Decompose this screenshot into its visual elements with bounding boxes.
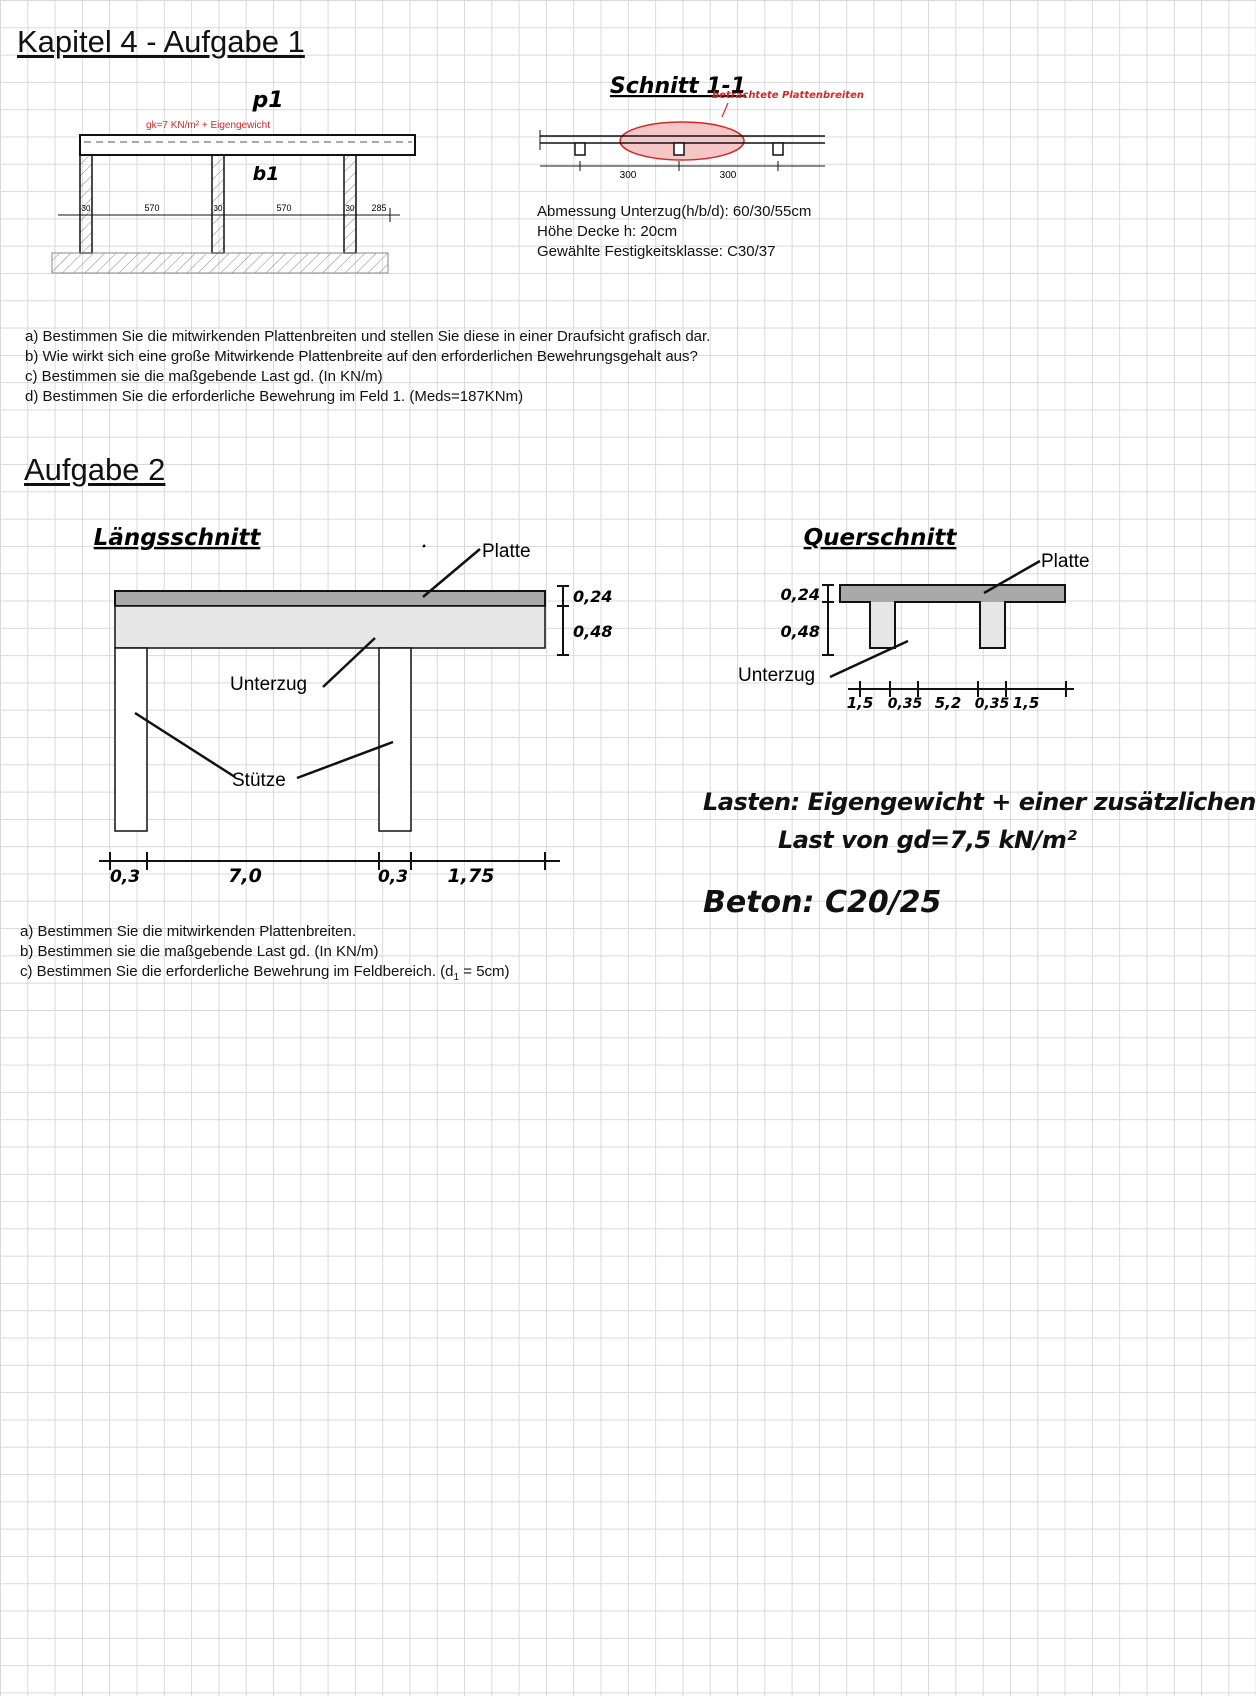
dim-text: 570 (144, 203, 160, 213)
label-platte: Platte (482, 541, 531, 562)
loads-note-line2: Last von gd=7,5 kN/m² (778, 826, 1077, 854)
task2-questions (20, 922, 510, 988)
task2-longitudinal-drawing (93, 515, 613, 900)
question-line: b) Wie wirkt sich eine große Mitwirkende Plattenbreite auf den erforderlichen Bewehrungsgehalt aus? (25, 348, 698, 365)
question-line: d) Bestimmen Sie die erforderliche Bewehrung im Feld 1. (Meds=187KNm) (25, 388, 524, 405)
dim-text: 5,2 (934, 694, 962, 712)
question-line (20, 962, 510, 988)
long-slab (115, 591, 545, 606)
dim-text: 570 (276, 203, 292, 213)
ground (52, 253, 388, 273)
label-stuetze: Stütze (232, 770, 286, 791)
spec-line: Gewählte Festigkeitsklasse: C30/37 (537, 243, 776, 260)
question-text: = 5cm) (459, 963, 510, 980)
task2-title: Aufgabe 2 (24, 452, 166, 487)
dim-text: 30 (81, 204, 91, 213)
question-line: a) Bestimmen Sie die mitwirkenden Plattenbreiten. (20, 923, 356, 940)
question-line: c) Bestimmen sie die maßgebende Last gd. (In KN/m) (25, 368, 383, 385)
dim-text: 300 (619, 170, 637, 181)
long-title: Längsschnitt (93, 525, 261, 551)
long-beam (115, 606, 545, 648)
dim-text: 0,35 (974, 696, 1010, 712)
long-h2: 0,48 (573, 622, 613, 641)
dim-text: 0,3 (109, 867, 141, 887)
dim-text: 7,0 (228, 865, 262, 887)
label-p1: p1 (252, 88, 284, 113)
task2-cross-drawing (730, 515, 1100, 725)
highlight-note: betrachtete Plattenbreiten (711, 90, 865, 101)
spec-line: Höhe Decke h: 20cm (537, 223, 678, 240)
task1-questions (25, 327, 710, 407)
loads-note-line1: Lasten: Eigengewicht + einer zusätzlichen (703, 788, 1256, 816)
cross-h2: 0,48 (780, 622, 820, 641)
cross-title: Querschnitt (803, 525, 957, 551)
question-line: b) Bestimmen sie die maßgebende Last gd. (In KN/m) (20, 943, 379, 960)
cross-label-unterzug: Unterzug (738, 665, 816, 686)
long-column-left (115, 648, 147, 831)
cross-label-platte: Platte (1041, 551, 1090, 572)
dim-text: 1,5 (1012, 694, 1040, 712)
label-b1: b1 (252, 163, 280, 185)
question-line: a) Bestimmen Sie die mitwirkenden Plattenbreiten und stellen Sie diese in einer Draufsicht grafisch dar. (25, 328, 711, 345)
spec-line: Abmessung Unterzug(h/b/d): 60/30/55cm (537, 203, 812, 220)
dim-text: 1,5 (846, 694, 874, 712)
task1-section-drawing (530, 68, 865, 183)
concrete-note: Beton: C20/25 (703, 885, 942, 920)
dim-text: 30 (213, 204, 223, 213)
question-text: c) Bestimmen Sie die erforderliche Bewehrung im Feldbereich. (d (20, 963, 454, 980)
dim-text: 0,3 (377, 867, 409, 887)
task1-specs (537, 202, 811, 262)
label-unterzug: Unterzug (230, 674, 308, 695)
dim-text: 1,75 (447, 865, 495, 887)
task1-elevation-drawing (40, 80, 400, 280)
long-column-right (379, 648, 411, 831)
dim-text: 0,35 (887, 696, 923, 712)
load-note: gk=7 KN/m² + Eigengewicht (146, 120, 270, 131)
cross-h1: 0,24 (780, 585, 820, 604)
long-h1: 0,24 (573, 587, 613, 606)
section-title: Schnitt 1-1 (609, 74, 747, 99)
dim-text: 30 (345, 204, 355, 213)
question-subscript: 1 (453, 972, 460, 983)
dim-text: 300 (719, 170, 737, 181)
beam (674, 143, 684, 155)
beam (575, 143, 585, 155)
beam (773, 143, 783, 155)
slab (80, 135, 415, 155)
task1-title: Kapitel 4 - Aufgabe 1 (17, 24, 305, 59)
dim-text: 285 (371, 203, 387, 213)
